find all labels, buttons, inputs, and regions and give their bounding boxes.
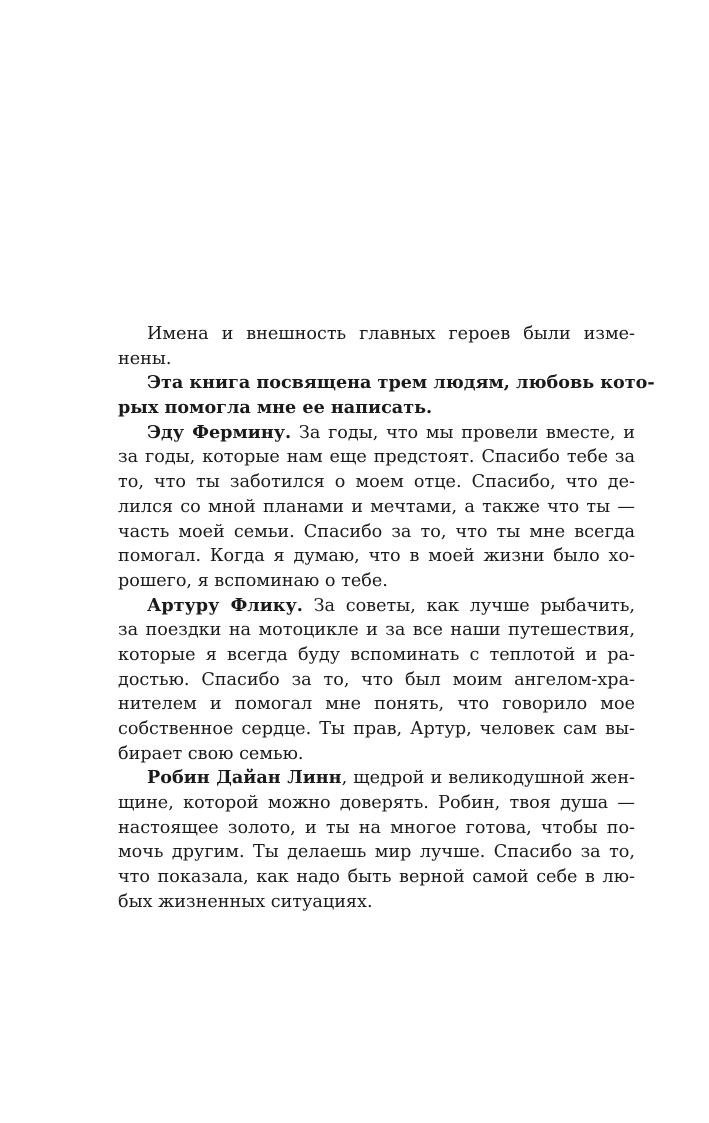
text-line: настоящее золото, и ты на многое готова, чтобы по- bbox=[118, 817, 635, 838]
text-line: Эду Фермину. За годы, что мы провели вместе, и bbox=[147, 421, 635, 443]
text-line: Робин Дайан Линн, щедрой и великодушной жен- bbox=[147, 767, 635, 789]
paragraph-dedication-intro bbox=[118, 371, 655, 420]
text-line: бирает свою семью. bbox=[118, 743, 304, 764]
text-line: часть моей семьи. Спасибо за то, что ты мне всегда bbox=[118, 521, 635, 542]
paragraph-ed-fermin bbox=[118, 421, 635, 594]
text-line: то, что ты заботился о моем отце. Спасибо, что де- bbox=[118, 472, 635, 493]
paragraph-arthur-flick bbox=[118, 594, 635, 767]
text-line: помогал. Когда я думаю, что в моей жизни было хо- bbox=[118, 546, 635, 567]
paragraph-disclaimer bbox=[118, 322, 635, 371]
text-line: бых жизненных ситуациях. bbox=[118, 891, 373, 912]
text-line: Имена и внешность главных героев были изме- bbox=[147, 324, 635, 344]
text-line: достью. Спасибо за то, что был моим ангелом-хра- bbox=[118, 669, 635, 690]
text-line: нены. bbox=[118, 348, 172, 369]
text-line: Эта книга посвящена трем людям, любовь кото- bbox=[147, 372, 655, 394]
dedication-page bbox=[118, 322, 655, 915]
text-line: рых помогла мне ее написать. bbox=[118, 397, 433, 419]
text-line: щине, которой можно доверять. Робин, твоя душа — bbox=[118, 793, 635, 814]
text-line: собственное сердце. Ты прав, Артур, человек сам вы- bbox=[118, 719, 635, 739]
text-line: что показала, как надо быть верной самой себе в лю- bbox=[118, 867, 635, 888]
text-line: за поездки на мотоцикле и за все наши путешествия, bbox=[118, 620, 635, 641]
text-line: лился со мной планами и мечтами, а также что ты — bbox=[118, 496, 635, 517]
text-line: мочь другим. Ты делаешь мир лучше. Спасибо за то, bbox=[118, 842, 635, 863]
text-line: которые я всегда буду вспоминать с теплотой и ра- bbox=[118, 644, 635, 665]
paragraph-robin-dayan-linn bbox=[118, 766, 635, 914]
text-line: за годы, которые нам еще предстоят. Спасибо тебе за bbox=[118, 447, 635, 468]
text-line: рошего, я вспоминаю о тебе. bbox=[118, 570, 388, 591]
text-line: Артуру Флику. За советы, как лучше рыбачить, bbox=[147, 594, 635, 616]
text-line: нителем и помогал мне понять, что говорило мое bbox=[118, 694, 635, 715]
